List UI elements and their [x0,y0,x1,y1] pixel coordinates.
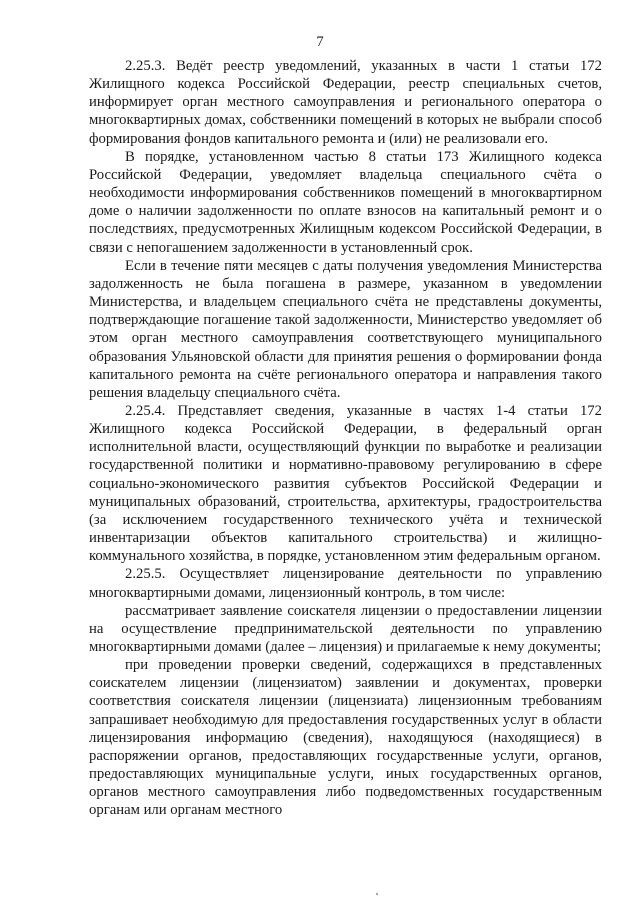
paragraph-2-25-4: 2.25.4. Представляет сведения, указанные в частях 1-4 статьи 172 Жилищного кодекса Российской Федерации, в федеральный орган исполнительной власти, осуществляющий функции по выработке и реализации государственной политики и нормативно-правовому регулированию в сфере социально-экономического развития субъектов Российской Федерации и муниципальных образований, строительства, архитектуры, градостроительства (за исключением государственного технического учёта и технической инвентаризации объектов капитального строительства) и жилищно-коммунального хозяйства, в порядке, установленном этим федеральным органом. [89,402,602,565]
paragraph-2-25-3: 2.25.3. Ведёт реестр уведомлений, указанных в части 1 статьи 172 Жилищного кодекса Российской Федерации, реестр специальных счетов, информирует орган местного самоуправления и регионального оператора о многоквартирных домах, собственники помещений в которых не выбрали способ формирования фондов капитального ремонта и (или) не реализовали его. [89,58,602,147]
paragraph-license-application: рассматривает заявление соискателя лицензии о предоставлении лицензии на осуществление предпринимательской деятельности по управлению многоквартирными домами (далее – лицензия) и прилагаемые к нему документы; [89,602,602,655]
document-body [89,57,602,820]
paragraph-five-months: Если в течение пяти месяцев с даты получения уведомления Министерства задолженность не была погашена в размере, указанном в уведомлении Министерства, и владельцем специального счёта не представлены документы, подтверждающие погашение такой задолженности, Министерство уведомляет об этом орган местного самоуправления соответствующего муниципального образования Ульяновской области для принятия решения о формировании фонда капитального ремонта на счёте регионального оператора и направления такого решения владельцу специального счёта. [89,257,602,401]
scan-speck [376,893,378,895]
page-number: 7 [316,34,324,50]
paragraph-debt-notification: В порядке, установленном частью 8 статьи 173 Жилищного кодекса Российской Федерации, уведомляет владельца специального счёта о необходимости информирования собственников помещений в многоквартирном доме о наличии задолженности по оплате взносов на капитальный ремонт и о последствиях, предусмотренных Жилищным кодексом Российской Федерации, в связи с непогашением задолженности в установленный срок. [89,148,602,256]
paragraph-2-25-5: 2.25.5. Осуществляет лицензирование деятельности по управлению многоквартирными домами, лицензионный контроль, в том числе: [89,566,602,601]
paragraph-license-verification: при проведении проверки сведений, содержащихся в представленных соискателем лицензии (лицензиатом) заявлении и документах, проверки соответствия соискателя лицензии (лицензиата) лицензионным требованиям запрашивает необходимую для предоставления государственных услуг в области лицензирования информацию (сведения), находящуюся (находящиеся) в распоряжении органов, предоставляющих государственные услуги, органов, предоставляющих муниципальные услуги, иных государственных органов, органов местного самоуправления либо подведомственных государственным органам или органам местного [89,657,602,819]
